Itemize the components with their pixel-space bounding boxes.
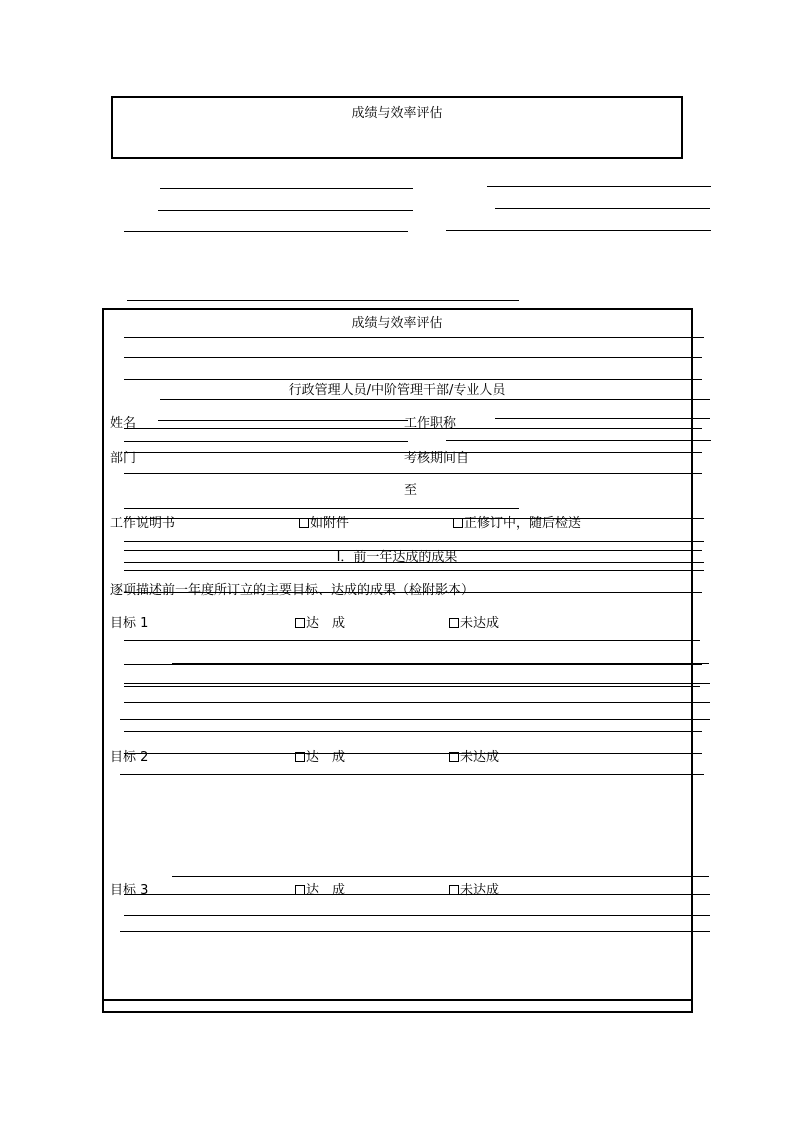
goal-3-not-achieved-label: 未达成 <box>460 883 500 898</box>
goal-3-achieved-option[interactable] <box>295 883 345 899</box>
goal-1-not-achieved-label: 未达成 <box>460 616 500 631</box>
goal-2-label: 目标 2 <box>110 750 149 765</box>
section1-heading: I．前一年达成的成果 <box>336 550 458 565</box>
form-bottom-rule <box>103 999 692 1001</box>
form-box <box>102 308 693 1013</box>
goal-2-not-achieved-label: 未达成 <box>460 750 500 765</box>
form-title: 成绩与效率评估 <box>351 316 443 331</box>
goal-1-achieved-checkbox[interactable] <box>295 618 305 628</box>
name-label: 姓名 <box>110 416 137 431</box>
cover-title-box <box>111 96 683 159</box>
checkbox-revising[interactable] <box>453 518 463 528</box>
goal-3-not-achieved-option[interactable] <box>449 883 499 899</box>
department-label: 部门 <box>110 451 137 466</box>
goal-3-label: 目标 3 <box>110 883 149 898</box>
checkbox-attached[interactable] <box>299 518 309 528</box>
period-to-label: 至 <box>404 483 418 498</box>
job-description-label: 工作说明书 <box>110 516 176 531</box>
cover-title: 成绩与效率评估 <box>351 106 443 121</box>
revising-option-label: 正修订中，随后检送 <box>464 516 582 531</box>
job-title-label: 工作职称 <box>404 416 457 431</box>
goal-2-achieved-label: 达 成 <box>306 750 346 765</box>
section1-instruction: 逐项描述前一年度所订立的主要目标、达成的成果（检附影本） <box>110 583 475 598</box>
form-subtitle: 行政管理人员/中阶管理干部/专业人员 <box>288 383 506 398</box>
goal-1-label: 目标 1 <box>110 616 149 631</box>
goal-1-not-achieved-checkbox[interactable] <box>449 618 459 628</box>
period-from-label: 考核期间自 <box>404 451 470 466</box>
goal-1-achieved-label: 达 成 <box>306 616 346 631</box>
goal-1-not-achieved-option[interactable] <box>449 616 499 632</box>
goal-3-achieved-label: 达 成 <box>306 883 346 898</box>
attached-option-label: 如附件 <box>310 516 350 531</box>
goal-1-achieved-option[interactable] <box>295 616 345 632</box>
